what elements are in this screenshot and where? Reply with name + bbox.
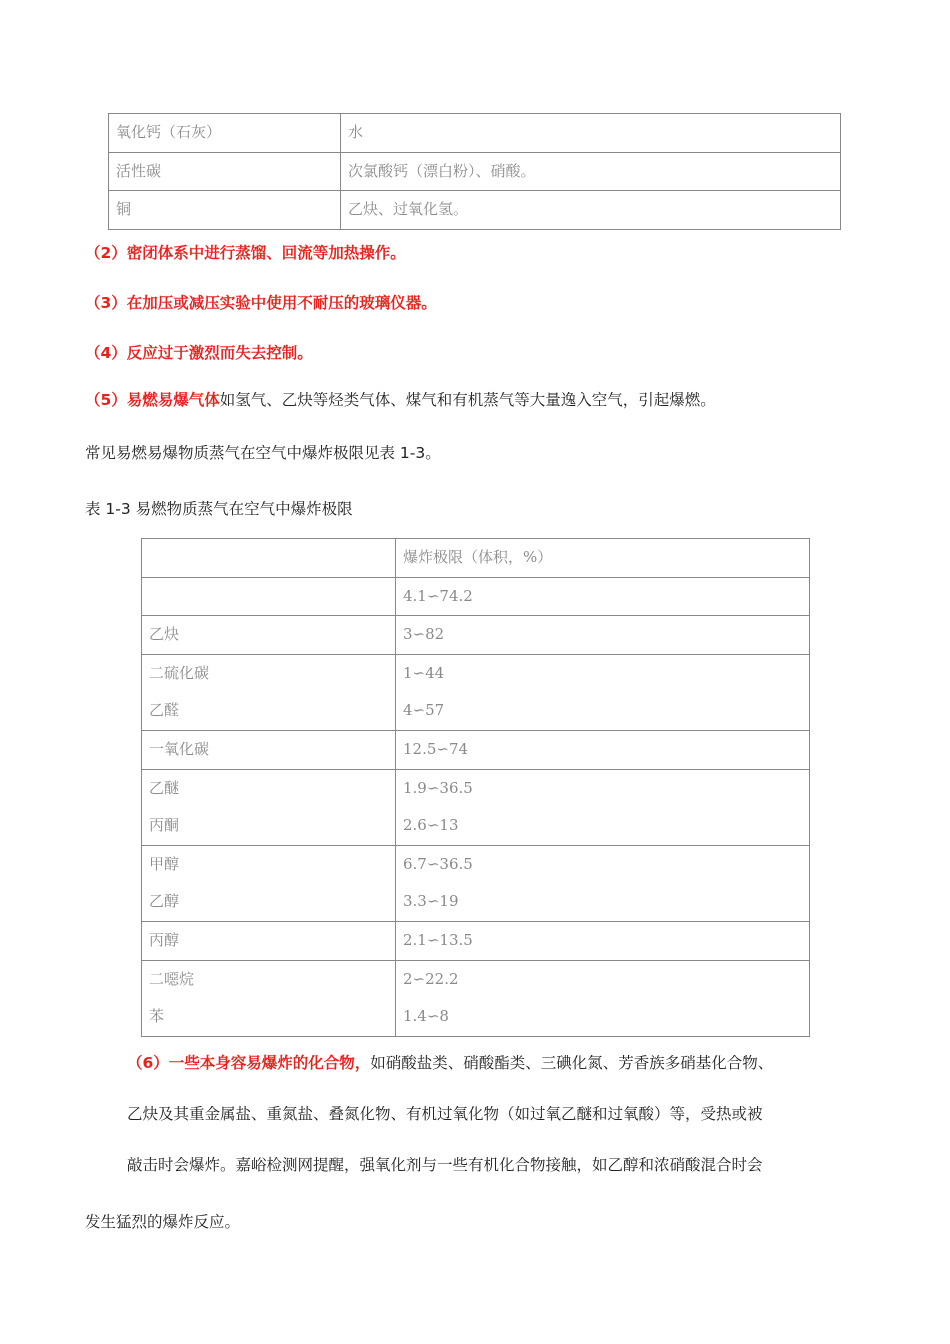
table-cell: 活性碳 <box>109 152 341 191</box>
table1-body <box>109 114 841 230</box>
table-cell: 3∽82 <box>396 616 810 655</box>
item-2: （2）密闭体系中进行蒸馏、回流等加热操作。 <box>85 244 406 262</box>
table-cell: 丙醇 <box>142 921 396 960</box>
item-5-text: 如氢气、乙炔等烃类气体、煤气和有机蒸气等大量逸入空气，引起爆燃。 <box>219 391 716 409</box>
item-5 <box>85 390 716 410</box>
table-cell: 甲醇 乙醇 <box>142 845 396 921</box>
table-row <box>142 616 810 655</box>
table-cell: 二硫化碳 乙醛 <box>142 654 396 730</box>
table-header-row <box>142 539 810 578</box>
item-4: （4）反应过于激烈而失去控制。 <box>85 344 313 362</box>
table-cell: 铜 <box>109 191 341 230</box>
table-cell: 水 <box>341 114 841 153</box>
table-row <box>142 577 810 616</box>
item-3: （3）在加压或减压实验中使用不耐压的玻璃仪器。 <box>85 294 437 312</box>
table-cell: 次氯酸钙（漂白粉）、硝酸。 <box>341 152 841 191</box>
incompatible-substances-table <box>108 113 841 230</box>
table-cell: 乙炔、过氧化氢。 <box>341 191 841 230</box>
table2-body <box>142 539 810 1037</box>
item-5-heading: （5）易燃易爆气体 <box>85 391 220 409</box>
table-cell: 2.1∽13.5 <box>396 921 810 960</box>
table-row <box>142 730 810 769</box>
table-row <box>109 114 841 153</box>
table-cell: 一氧化碳 <box>142 730 396 769</box>
header-cell <box>142 539 396 578</box>
explosion-limits-table <box>141 538 810 1037</box>
table-cell <box>142 577 396 616</box>
header-cell: 爆炸极限（体积，%） <box>396 539 810 578</box>
item-6-line-4: 发生猛烈的爆炸反应。 <box>85 1213 241 1231</box>
table-cell: 1∽44 4∽57 <box>396 654 810 730</box>
table-cell: 二噁烷 苯 <box>142 960 396 1036</box>
table-cell: 乙醚 丙酮 <box>142 769 396 845</box>
item-6-heading: （6）一些本身容易爆炸的化合物， <box>127 1054 371 1072</box>
intro-paragraph: 常见易燃易爆物质蒸气在空气中爆炸极限见表 1-3。 <box>85 444 441 462</box>
table-cell: 氧化钙（石灰） <box>109 114 341 153</box>
table-cell: 12.5∽74 <box>396 730 810 769</box>
table-cell: 6.7∽36.5 3.3∽19 <box>396 845 810 921</box>
table-caption: 表 1-3 易燃物质蒸气在空气中爆炸极限 <box>85 500 353 518</box>
table-cell: 乙炔 <box>142 616 396 655</box>
table-row <box>142 654 810 730</box>
table-cell: 2∽22.2 1.4∽8 <box>396 960 810 1036</box>
table-row <box>142 845 810 921</box>
table-cell: 1.9∽36.5 2.6∽13 <box>396 769 810 845</box>
item-6-line-3: 敲击时会爆炸。嘉峪检测网提醒，强氧化剂与一些有机化合物接触，如乙醇和浓硝酸混合时会 <box>127 1156 763 1174</box>
table-row <box>142 921 810 960</box>
table-cell: 4.1∽74.2 <box>396 577 810 616</box>
item-6-line-1: （6）一些本身容易爆炸的化合物，如硝酸盐类、硝酸酯类、三碘化氮、芳香族多硝基化合物、 <box>127 1054 774 1072</box>
table-row <box>142 960 810 1036</box>
item-6-line-2: 乙炔及其重金属盐、重氮盐、叠氮化物、有机过氧化物（如过氧乙醚和过氧酸）等，受热或被 <box>127 1105 763 1123</box>
table-row <box>109 152 841 191</box>
table-row <box>109 191 841 230</box>
table-row <box>142 769 810 845</box>
